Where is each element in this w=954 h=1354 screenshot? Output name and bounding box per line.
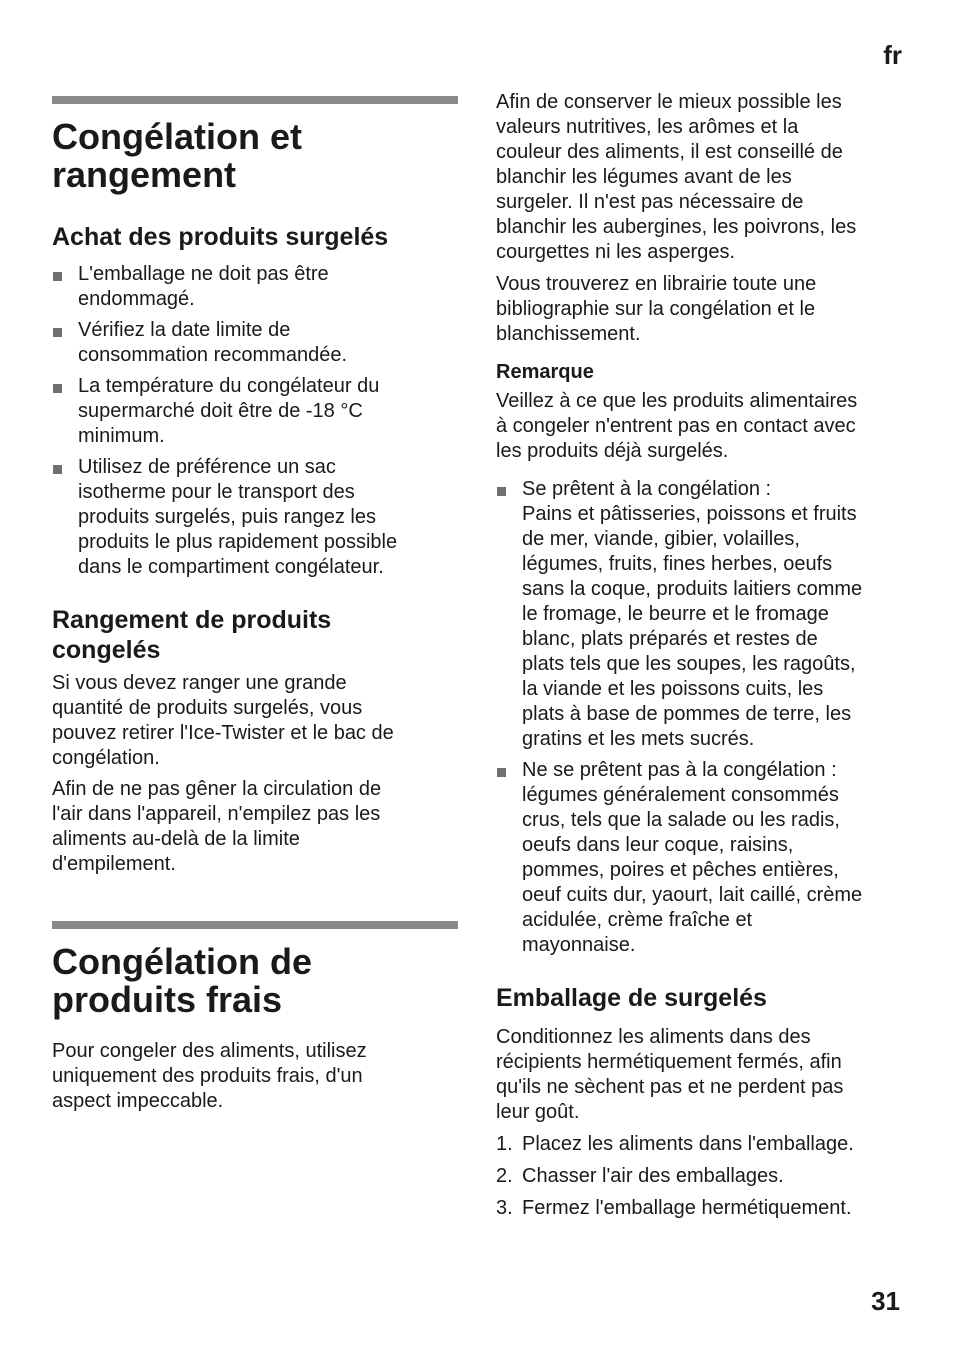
achat-list — [52, 262, 458, 580]
page-number: 31 — [871, 1286, 900, 1316]
list-item: Ne se prêtent pas à la congélation : légumes généralement consommés crus, tels que la salade ou les radis, oeufs dans leur coque, raisins, pommes, poires et pêches entières, oeuf cuits dur, yaourt, lait caillé, crème acidulée, crème fraîche et mayonnaise. — [496, 758, 906, 958]
list-item: Se prêtent à la congélation : Pains et pâtisseries, poissons et fruits de mer, viande, gibier, volailles, légumes, fruits, fines herbes, oeufs sans la coque, produits laitiers comme le fromage, le beurre et le fromage blanc, plats préparés et restes de plats tels que les soupes, les ragoûts, la viande et les poissons cuits, les plats à base de pommes de terre, les gratins et les mets sucrés. — [496, 477, 906, 752]
right-column — [496, 90, 906, 1221]
list-item: 1. Placez les aliments dans l'emballage. — [496, 1133, 854, 1155]
steps-list — [496, 1132, 906, 1221]
heading-rangement: Rangement de produits congelés — [52, 606, 332, 664]
paragraph-intro: Pour congeler des aliments, utilisez uniquement des produits frais, d'un aspect impeccable. — [52, 1040, 367, 1112]
note-title: Remarque — [496, 361, 594, 383]
note-text: Veillez à ce que les produits alimentaires à congeler n'entrent pas en contact avec les produits déjà surgelés. — [496, 390, 858, 462]
section-rule — [52, 96, 458, 104]
list-item: 3. Fermez l'emballage hermétiquement. — [496, 1197, 852, 1219]
paragraph-bibliographie: Vous trouverez en librairie toute une bibliographie sur la congélation et le blanchissement. — [496, 273, 817, 345]
list-item: Vérifiez la date limite de consommation recommandée. — [52, 318, 458, 368]
list-item: La température du congélateur du supermarché doit être de -18 °C minimum. — [52, 374, 458, 449]
congelation-list — [496, 477, 906, 958]
heading-achat: Achat des produits surgelés — [52, 223, 389, 251]
language-code: fr — [883, 40, 902, 70]
paragraph-rangement-1: Si vous devez ranger une grande quantité de produits surgelés, vous pouvez retirer l'Ice-Twister et le bac de congélation. — [52, 672, 394, 769]
paragraph-emballage: Conditionnez les aliments dans des récipients hermétiquement fermés, afin qu'ils ne sèchent pas et ne perdent pas leur goût. — [496, 1026, 844, 1123]
paragraph-blanchir: Afin de conserver le mieux possible les valeurs nutritives, les arômes et la couleur des aliments, il est conseillé de blanchir les légumes avant de les surgeler. Il n'est pas nécessaire de blanchir les aubergines, les poivrons, les courgettes ni les asperges. — [496, 91, 857, 263]
section-title-congelation-rangement: Congélation et rangement — [52, 116, 302, 195]
list-item: Utilisez de préférence un sac isotherme pour le transport des produits surgelés, puis rangez les produits le plus rapidement possible dans le compartiment congélateur. — [52, 455, 458, 580]
paragraph-rangement-2: Afin de ne pas gêner la circulation de l'air dans l'appareil, n'empilez pas les aliments au-delà de la limite d'empilement. — [52, 778, 382, 875]
left-column — [52, 96, 458, 1114]
list-item: 2. Chasser l'air des emballages. — [496, 1165, 784, 1187]
section-rule — [52, 921, 458, 929]
section-title-congelation-produits-frais: Congélation de produits frais — [52, 941, 312, 1020]
heading-emballage: Emballage de surgelés — [496, 984, 767, 1012]
list-item: L'emballage ne doit pas être endommagé. — [52, 262, 458, 312]
